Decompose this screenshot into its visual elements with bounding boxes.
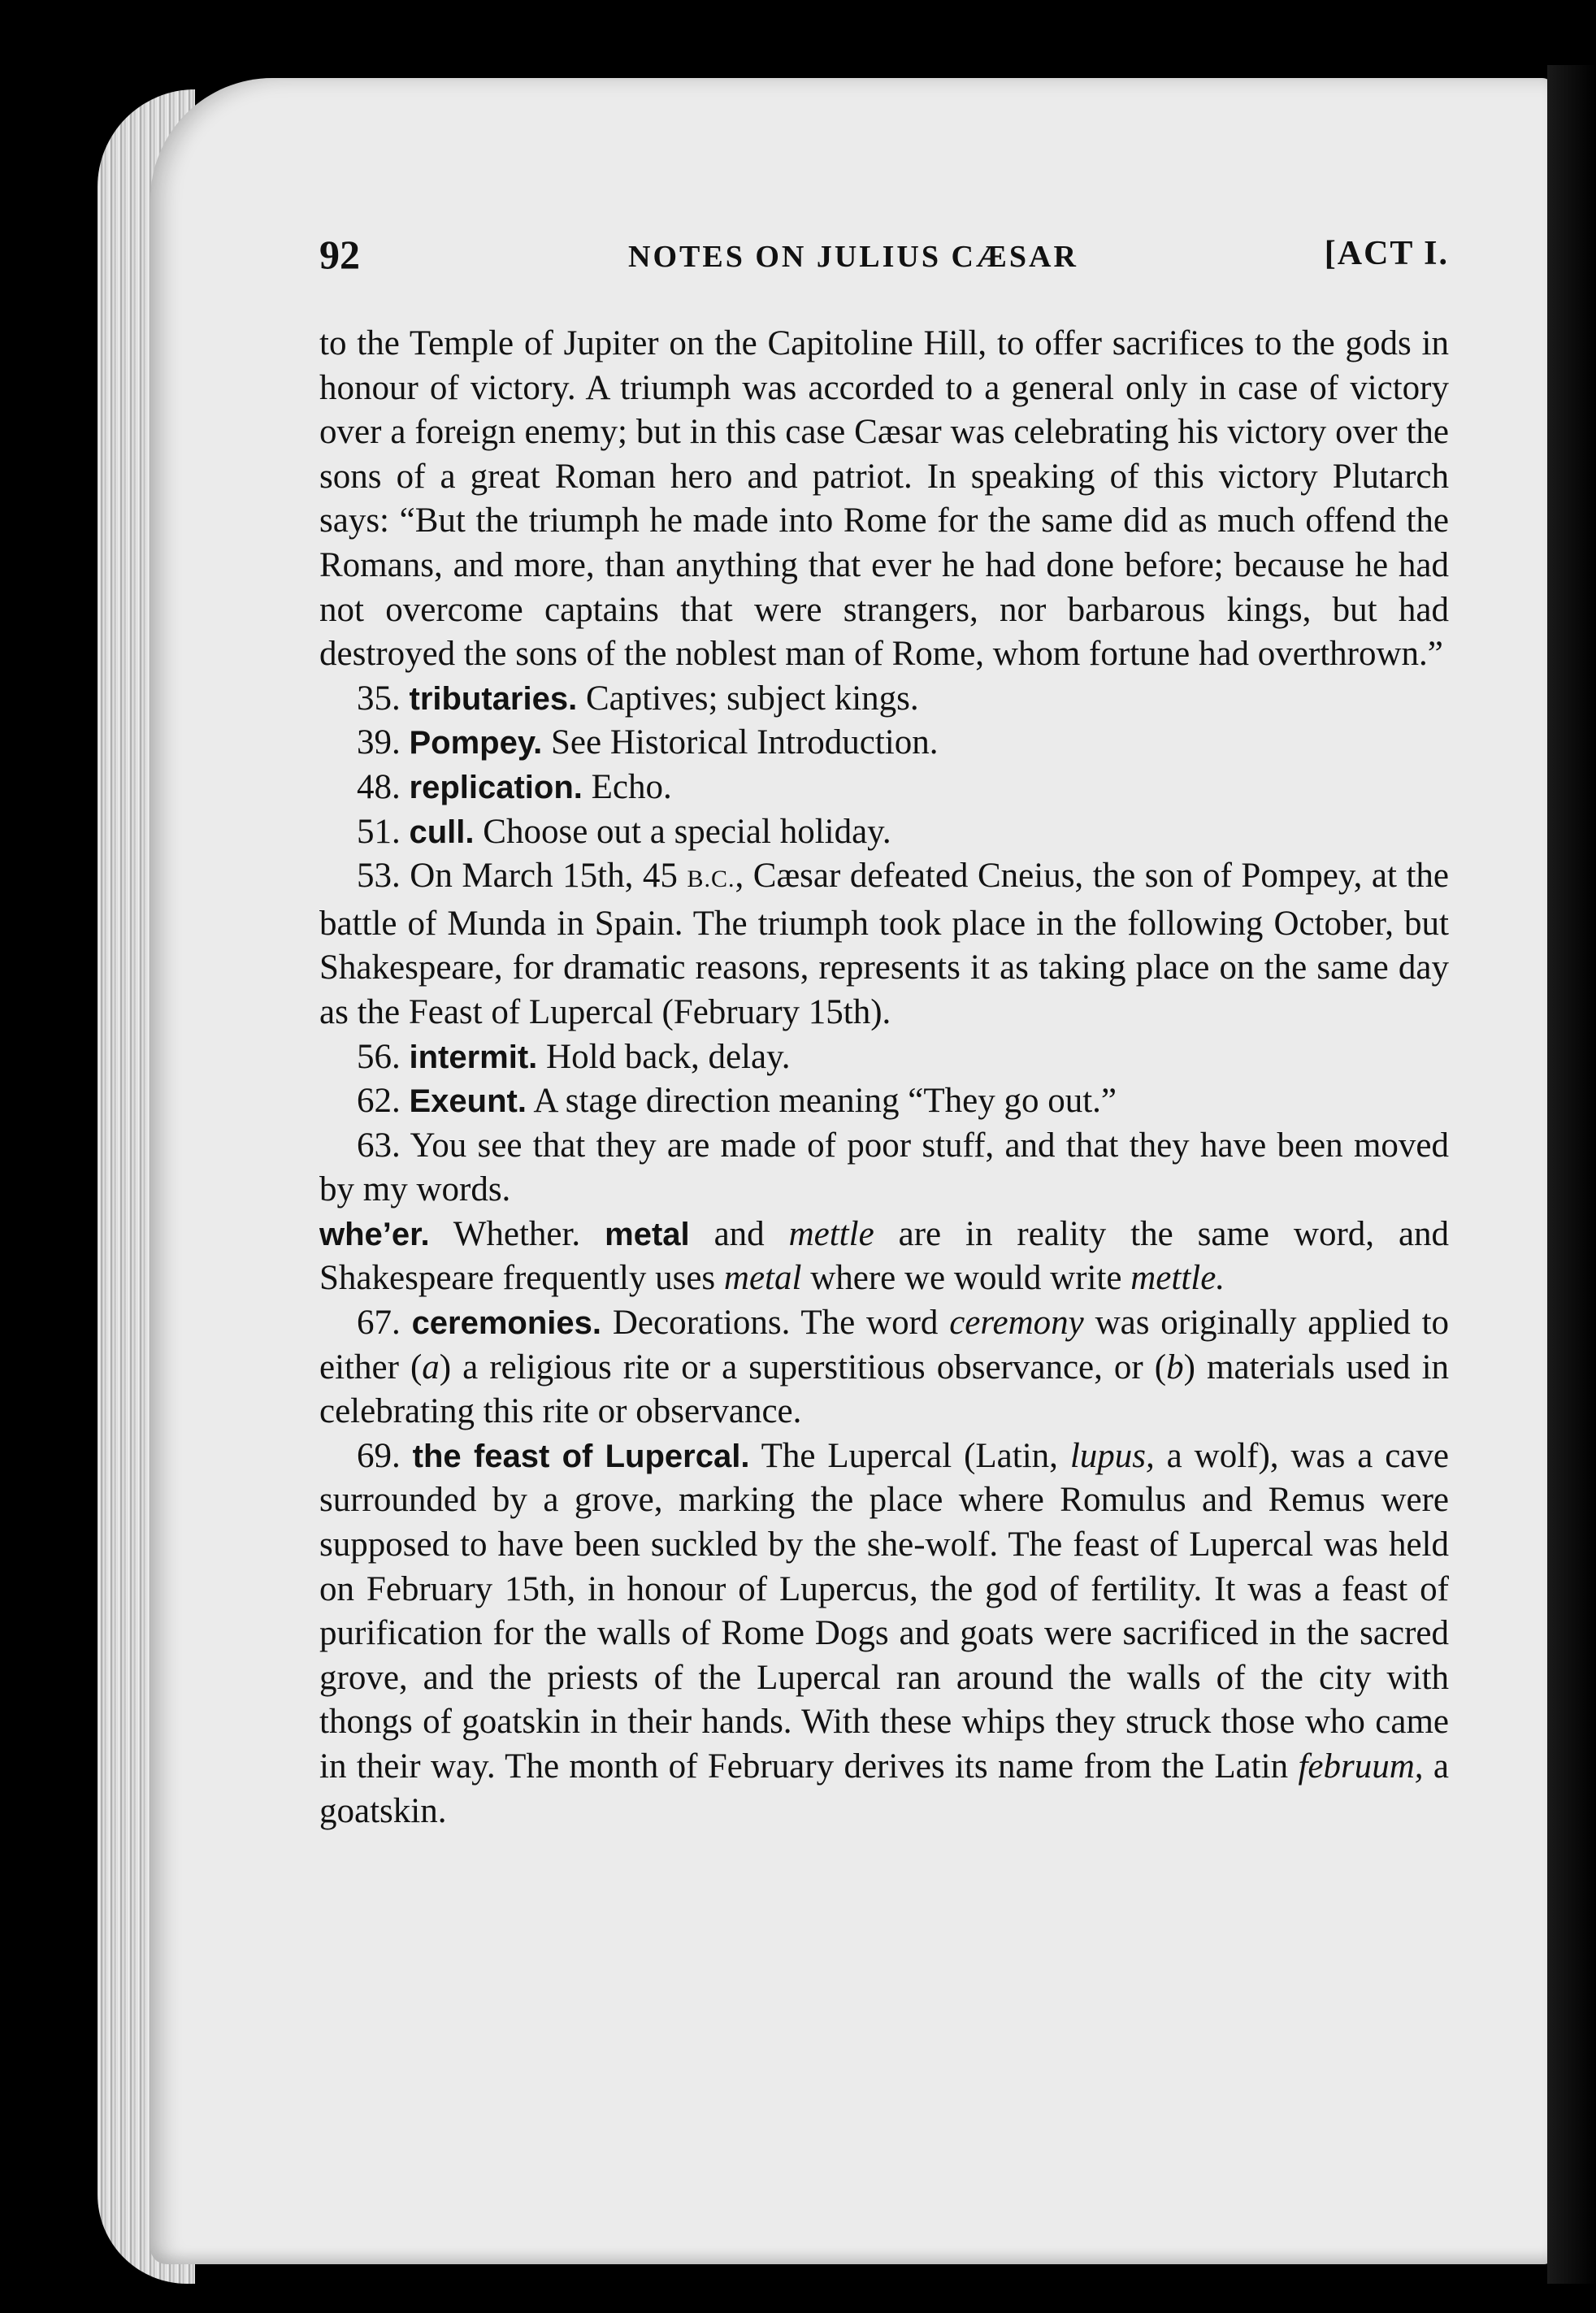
note-entry: [319, 1124, 1449, 1213]
note-line-number: 35.: [357, 679, 401, 718]
note-entry: [319, 810, 1449, 855]
note-lemma: whe’er.: [319, 1216, 430, 1252]
note-line-number: 69.: [357, 1436, 401, 1475]
note-gloss: Captives; subject kings.: [585, 679, 919, 718]
binding-shadow: [1547, 65, 1596, 2284]
note-entry: [319, 1213, 1449, 1301]
note-lemma: Exeunt.: [409, 1083, 527, 1120]
note-text: where we would write: [810, 1259, 1122, 1298]
page-number: 92: [319, 232, 360, 277]
italic-word: lupus,: [1069, 1436, 1155, 1475]
note-lemma: ceremonies.: [411, 1305, 602, 1342]
note-entry: [319, 1079, 1449, 1124]
note-gloss: The Lupercal (Latin,: [761, 1436, 1058, 1475]
note-lemma: the feast of Lupercal.: [412, 1438, 750, 1474]
note-entry: [319, 854, 1449, 1035]
note-entry: [319, 766, 1449, 810]
italic-word: ceremony: [949, 1304, 1084, 1343]
note-text: was originally applied to either (: [319, 1304, 1450, 1386]
note-line-number: 48.: [357, 767, 401, 806]
era-abbreviation: B.C.: [687, 866, 735, 893]
note-entry: [319, 1301, 1449, 1434]
note-line-number: 39.: [357, 723, 401, 762]
note-lemma: Pompey.: [409, 725, 543, 762]
note-entry: [319, 1434, 1449, 1833]
running-header: [319, 231, 1449, 288]
note-text: , Cæsar defeated Cneius, the son of Pompey, at the battle of Munda in Spain. The triumph took place in the following October, but Shakespeare, for dramatic reasons, represents it as taking place on the same day as the Feast of Lupercal (February 15th).: [319, 857, 1449, 1031]
note-lemma: tributaries.: [409, 680, 578, 717]
note-text: On March 15th, 45: [410, 857, 687, 896]
note-gloss: Whether.: [453, 1214, 581, 1253]
note-text: a wolf), was a cave surrounded by a grove, marking the place where Romulus and Remus were supposed to have been suckled by the she-wolf. The feast of Lupercal was held on February 15th, in honour of Lupercus, the god of fertility. It was a feast of purification for the walls of Rome Dogs and goats were sacrificed in the sacred grove, and the priests of the Lupercal ran around the walls of the city with thongs of goatskin in their hands. With these whips they struck those who came in their way. The month of February derives its name from the Latin: [319, 1436, 1450, 1786]
note-lemma: metal: [605, 1216, 690, 1252]
note-text: ) a religious rite or a superstitious observance, or (: [439, 1347, 1167, 1386]
note-gloss: Hold back, delay.: [546, 1037, 791, 1076]
note-text: a goatskin.: [319, 1747, 1449, 1830]
continued-paragraph: [319, 322, 1449, 677]
note-gloss: Echo.: [591, 767, 672, 806]
note-gloss: A stage direction meaning “They go out.”: [533, 1082, 1117, 1121]
note-text: and: [713, 1214, 765, 1253]
note-gloss: See Historical Introduction.: [551, 723, 939, 762]
note-gloss: Decorations. The word: [612, 1304, 939, 1343]
italic-word: mettle: [788, 1214, 874, 1253]
note-line-number: 62.: [357, 1082, 401, 1121]
italic-word: februum,: [1298, 1747, 1424, 1786]
italic-word: b: [1166, 1347, 1184, 1386]
note-text: You see that they are made of poor stuff, and that they have been moved by my words.: [319, 1126, 1449, 1209]
note-lemma: intermit.: [409, 1039, 538, 1075]
note-line-number: 56.: [357, 1037, 401, 1076]
note-text: ) materials used in celebrating this rite or observance.: [319, 1347, 1450, 1431]
note-gloss: Choose out a special holiday.: [483, 812, 891, 851]
notes-body: [319, 322, 1449, 1833]
italic-word: mettle.: [1130, 1259, 1225, 1298]
italic-word: metal: [723, 1259, 802, 1298]
note-line-number: 63.: [357, 1126, 401, 1165]
act-label: [ACT I.: [1324, 235, 1449, 272]
running-title: NOTES ON JULIUS CÆSAR: [628, 240, 1078, 274]
note-entry: [319, 1035, 1449, 1080]
note-entry: [319, 721, 1449, 766]
paragraph-text: to the Temple of Jupiter on the Capitoline Hill, to offer sacrifices to the gods in honour of victory. A triumph was accorded to a general only in case of victory over a foreign enemy; but in this case Cæsar was celebrating his victory over the sons of a great Roman hero and patriot. In speaking of this victory Plutarch says: “But the triumph he made into Rome for the same did as much offend the Romans, and more, than anything that ever he had done before; because he had not overcome captains that were strangers, nor barbarous kings, but had destroyed the sons of the noblest man of Rome, whom fortune had overthrown.”: [319, 324, 1449, 674]
note-text: are in reality the same word, and Shakespeare frequently uses: [319, 1214, 1450, 1298]
note-lemma: replication.: [409, 769, 583, 805]
note-entry: [319, 677, 1449, 722]
note-lemma: cull.: [409, 814, 475, 850]
note-line-number: 53.: [357, 857, 401, 896]
italic-word: a: [422, 1347, 440, 1386]
note-line-number: 67.: [357, 1304, 401, 1343]
note-line-number: 51.: [357, 812, 401, 851]
